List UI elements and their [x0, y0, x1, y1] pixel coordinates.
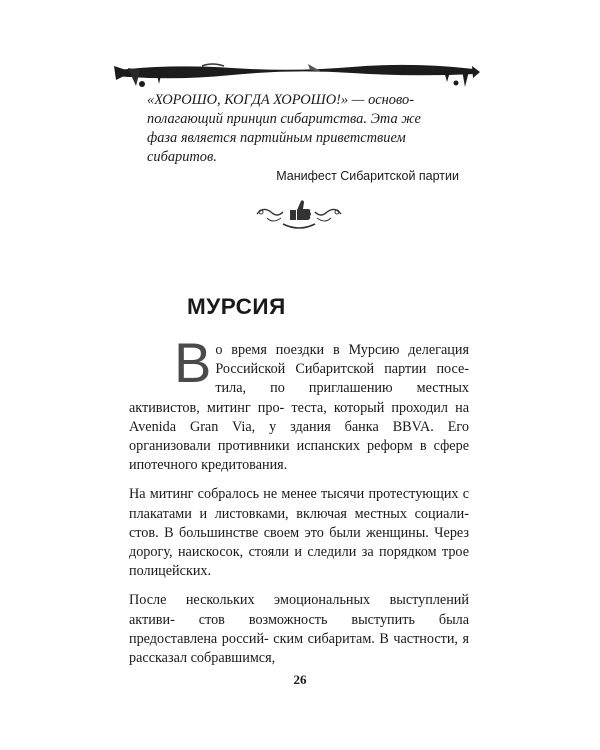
page-number: 26: [293, 672, 307, 687]
text-line: теста, который проходил на Avenida Gran Via, у здания: [129, 399, 469, 435]
text-line: реформ в сфере ипотечного кредитования.: [129, 438, 469, 474]
thumbs-up-ornament-icon: [253, 194, 345, 234]
text-line: После нескольких эмоциональных выступлений активи-: [129, 592, 469, 628]
body-text: [129, 331, 469, 668]
text-line: тила, по приглашению местных активистов, митинг про-: [129, 380, 469, 416]
epigraph: [147, 91, 459, 167]
text-line: стов возможность выступить была предоставлена россий-: [129, 611, 469, 647]
epigraph-line: «ХОРОШО, КОГДА ХОРОШО!» — осново-: [147, 92, 415, 108]
text-line: с плакатами и листовками, включая местных социали-: [129, 486, 469, 522]
epigraph-line: полагающий принцип сибаритства. Эта же: [147, 111, 421, 127]
paragraph: [129, 485, 469, 581]
paragraph: [129, 331, 469, 475]
drop-cap: В: [174, 331, 212, 394]
text-line: ским сибаритам. В частности, я рассказал собравшимся,: [129, 630, 469, 667]
epigraph-source: Манифест Сибаритской партии: [276, 169, 459, 183]
epigraph-line: сибаритов.: [147, 149, 217, 165]
text-line: Российской Сибаритской партии посе-: [215, 361, 469, 378]
text-line: дорогу, наискосок, стояли и следили за порядком трое: [129, 544, 469, 561]
chapter-title: МУРСИЯ: [187, 294, 286, 319]
paragraph: [129, 591, 469, 668]
text-line: банка BBVA. Его организовали противники испанских: [129, 418, 469, 455]
text-line: о время поездки в Мурсию делегация: [215, 342, 469, 358]
text-line: полицейских.: [129, 563, 212, 580]
text-line: стов. В большинстве своем это были женщины. Через: [129, 524, 469, 541]
ink-brush-divider: [112, 58, 480, 88]
epigraph-text: [147, 91, 459, 167]
text-line: На митинг собралось не менее тысячи протестующих: [129, 486, 463, 503]
epigraph-line: фаза является партийным приветствием: [147, 130, 406, 146]
